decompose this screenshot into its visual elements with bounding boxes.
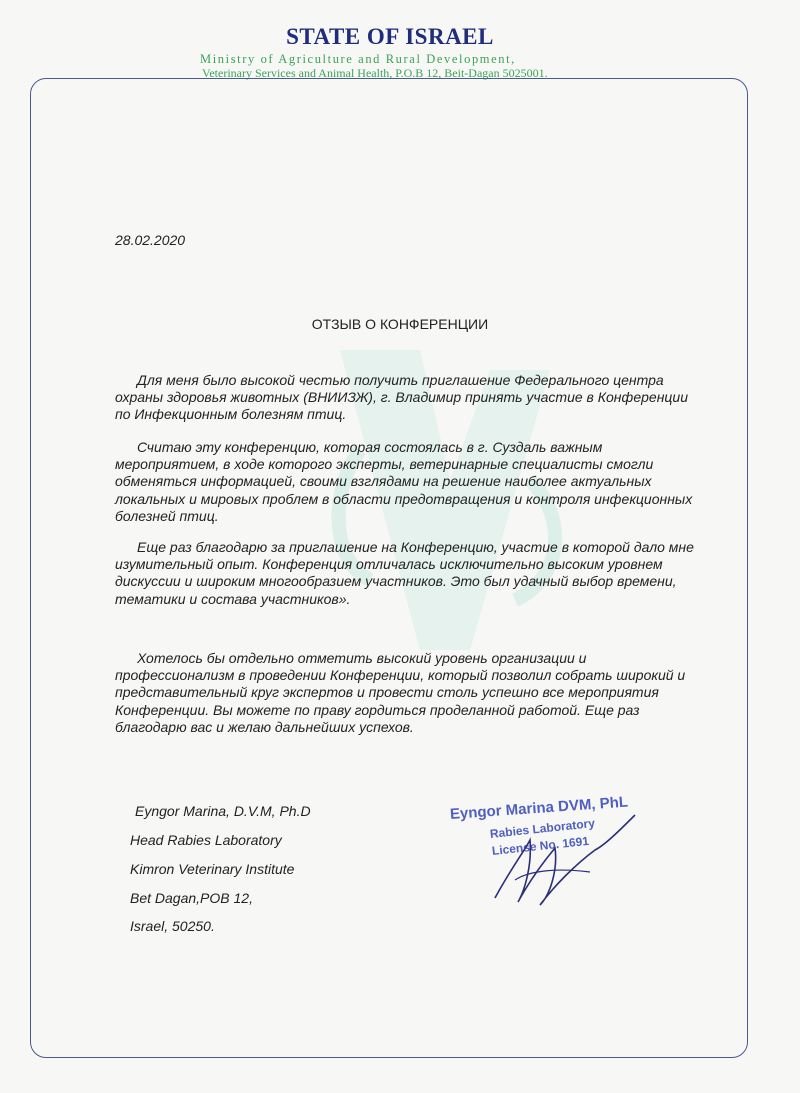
signer-position: Head Rabies Laboratory bbox=[130, 832, 282, 848]
letter-heading: ОТЗЫВ О КОНФЕРЕНЦИИ bbox=[311, 316, 489, 332]
letterhead-services: Veterinary Services and Animal Health, P.O.B 12, Beit-Dagan 5025001. bbox=[202, 66, 548, 80]
signer-country: Israel, 50250. bbox=[130, 918, 215, 934]
signer-name: Eyngor Marina, D.V.M, Ph.D bbox=[135, 803, 311, 819]
paragraph-3: Еще раз благодарю за приглашение на Конференцию, участие в которой дало мне изумительный опыт. Конференция отличалась исключительно высоким уровнем дискуссии и широким многообразием участников. Это был удачный выбор времени, тематики и состава участников». bbox=[115, 539, 694, 607]
signer-institute: Kimron Veterinary Institute bbox=[130, 861, 295, 877]
handwritten-signature-icon bbox=[470, 810, 650, 910]
paragraph-1: Для меня было высокой честью получить приглашение Федерального центра охраны здоровья животных (ВНИИЗЖ), г. Владимир принять участие в Конференции по Инфекционным болезням птиц. bbox=[115, 372, 688, 423]
signer-address: Bet Dagan,POB 12, bbox=[130, 890, 253, 906]
paragraph-2: Считаю эту конференцию, которая состоялась в г. Суздаль важным мероприятием, в ходе которого эксперты, ветеринарные специалисты смогли обменяться информацией, своими взглядами на решение наиболее актуальных локальных и мировых проблем в области предотвращения и контроля инфекционных болезней птиц. bbox=[115, 439, 693, 524]
stamp-line-1: Eyngor Marina DVM, PhL bbox=[449, 793, 629, 823]
letter-date: 28.02.2020 bbox=[115, 232, 186, 248]
letterhead-title: STATE OF ISRAEL bbox=[286, 24, 494, 49]
stamp-line-3: License No. 1691 bbox=[491, 833, 590, 858]
stamp-line-2: Rabies Laboratory bbox=[489, 816, 596, 841]
letterhead-ministry: Ministry of Agriculture and Rural Development, bbox=[200, 52, 516, 66]
paragraph-4: Хотелось бы отдельно отметить высокий уровень организации и профессионализм в проведении Конференции, который позволил собрать широкий и представительный круг экспертов и провести столь успешно все мероприятия Конференции. Вы можете по праву гордиться проделанной работой. Еще раз благодарю вас и желаю дальнейших успехов. bbox=[115, 650, 686, 735]
